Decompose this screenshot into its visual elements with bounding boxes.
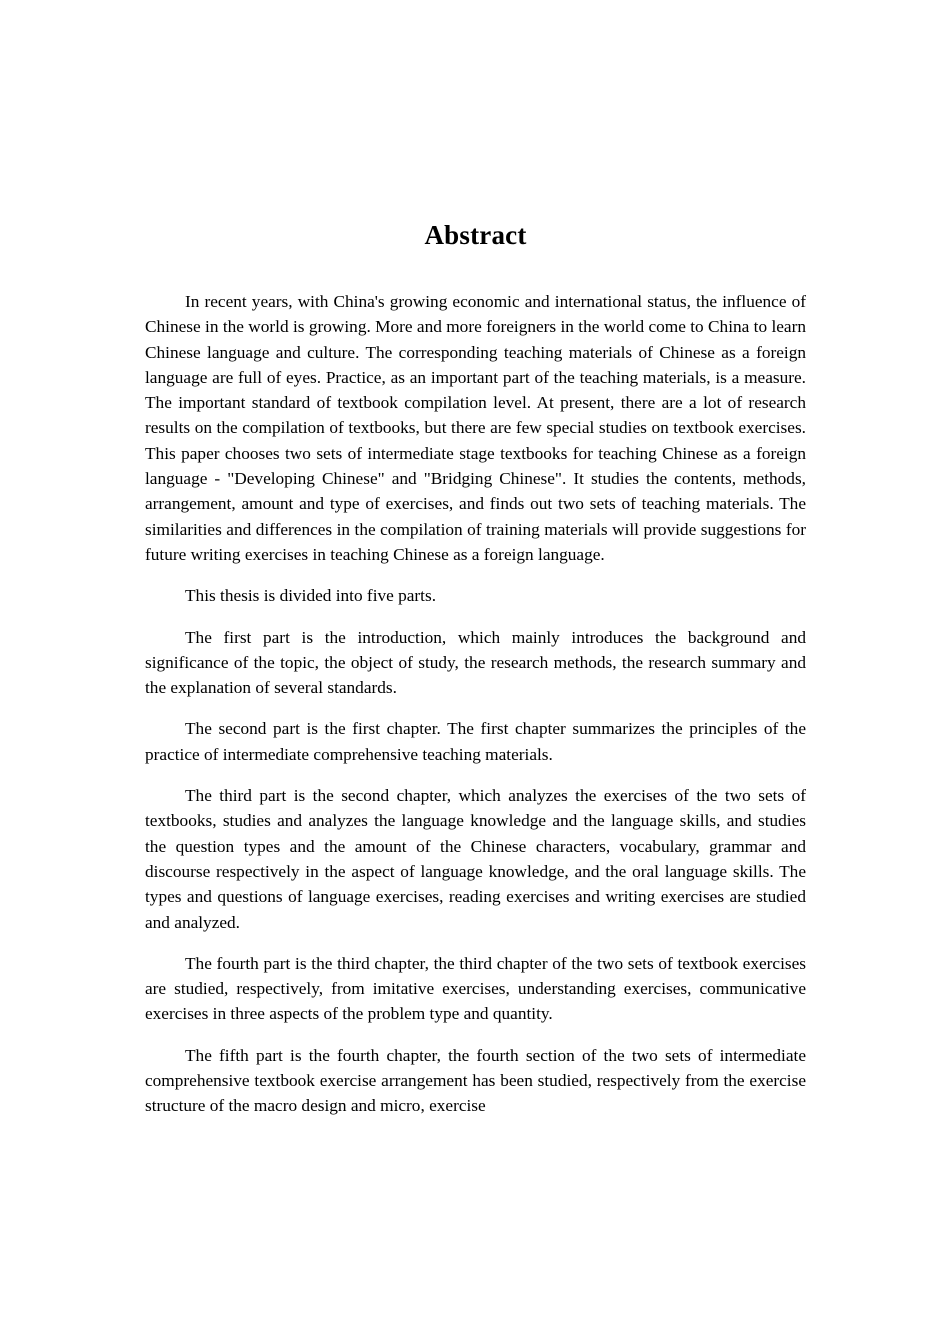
paragraph: The third part is the second chapter, which analyzes the exercises of the two sets of textbooks, studies and analyzes the language knowledge and the language skills, and studies the question types and the amount of the Chinese characters, vocabulary, grammar and discourse respectively in the aspect of language knowledge, and the oral language skills. The types and questions of language exercises, reading exercises and writing exercises are studied and analyzed. xyxy=(145,786,806,932)
page-title: Abstract xyxy=(424,220,527,250)
abstract-body xyxy=(145,289,806,1119)
paragraph: The fourth part is the third chapter, the third chapter of the two sets of textbook exercises are studied, respectively, from imitative exercises, understanding exercises, communicative exercises in three aspects of the problem type and quantity. xyxy=(145,953,806,1024)
paragraph: The fifth part is the fourth chapter, the fourth section of the two sets of intermediate comprehensive textbook exercise arrangement has been studied, respectively from the exercise structure of the macro design and micro, exercise xyxy=(145,1045,806,1116)
paragraph: The second part is the first chapter. The first chapter summarizes the principles of the practice of intermediate comprehensive teaching materials. xyxy=(145,719,806,764)
paragraph: The first part is the introduction, which mainly introduces the background and significance of the topic, the object of study, the research methods, the research summary and the explanation of several standards. xyxy=(145,627,806,698)
paragraph: In recent years, with China's growing economic and international status, the influence of Chinese in the world is growing. More and more foreigners in the world come to China to learn Chinese language and culture. The corresponding teaching materials of Chinese as a foreign language are full of eyes. Practice, as an important part of the teaching materials, is a measure. The important standard of textbook compilation level. At present, there are a lot of research results on the compilation of textbooks, but there are few special studies on textbook exercises. This paper chooses two sets of intermediate stage textbooks for teaching Chinese as a foreign language - "Developing Chinese" and "Bridging Chinese". It studies the contents, methods, arrangement, amount and type of exercises, and finds out two sets of teaching materials. The similarities and differences in the compilation of training materials will provide suggestions for future writing exercises in teaching Chinese as a foreign language. xyxy=(145,292,806,564)
paragraph: This thesis is divided into five parts. xyxy=(185,586,437,606)
